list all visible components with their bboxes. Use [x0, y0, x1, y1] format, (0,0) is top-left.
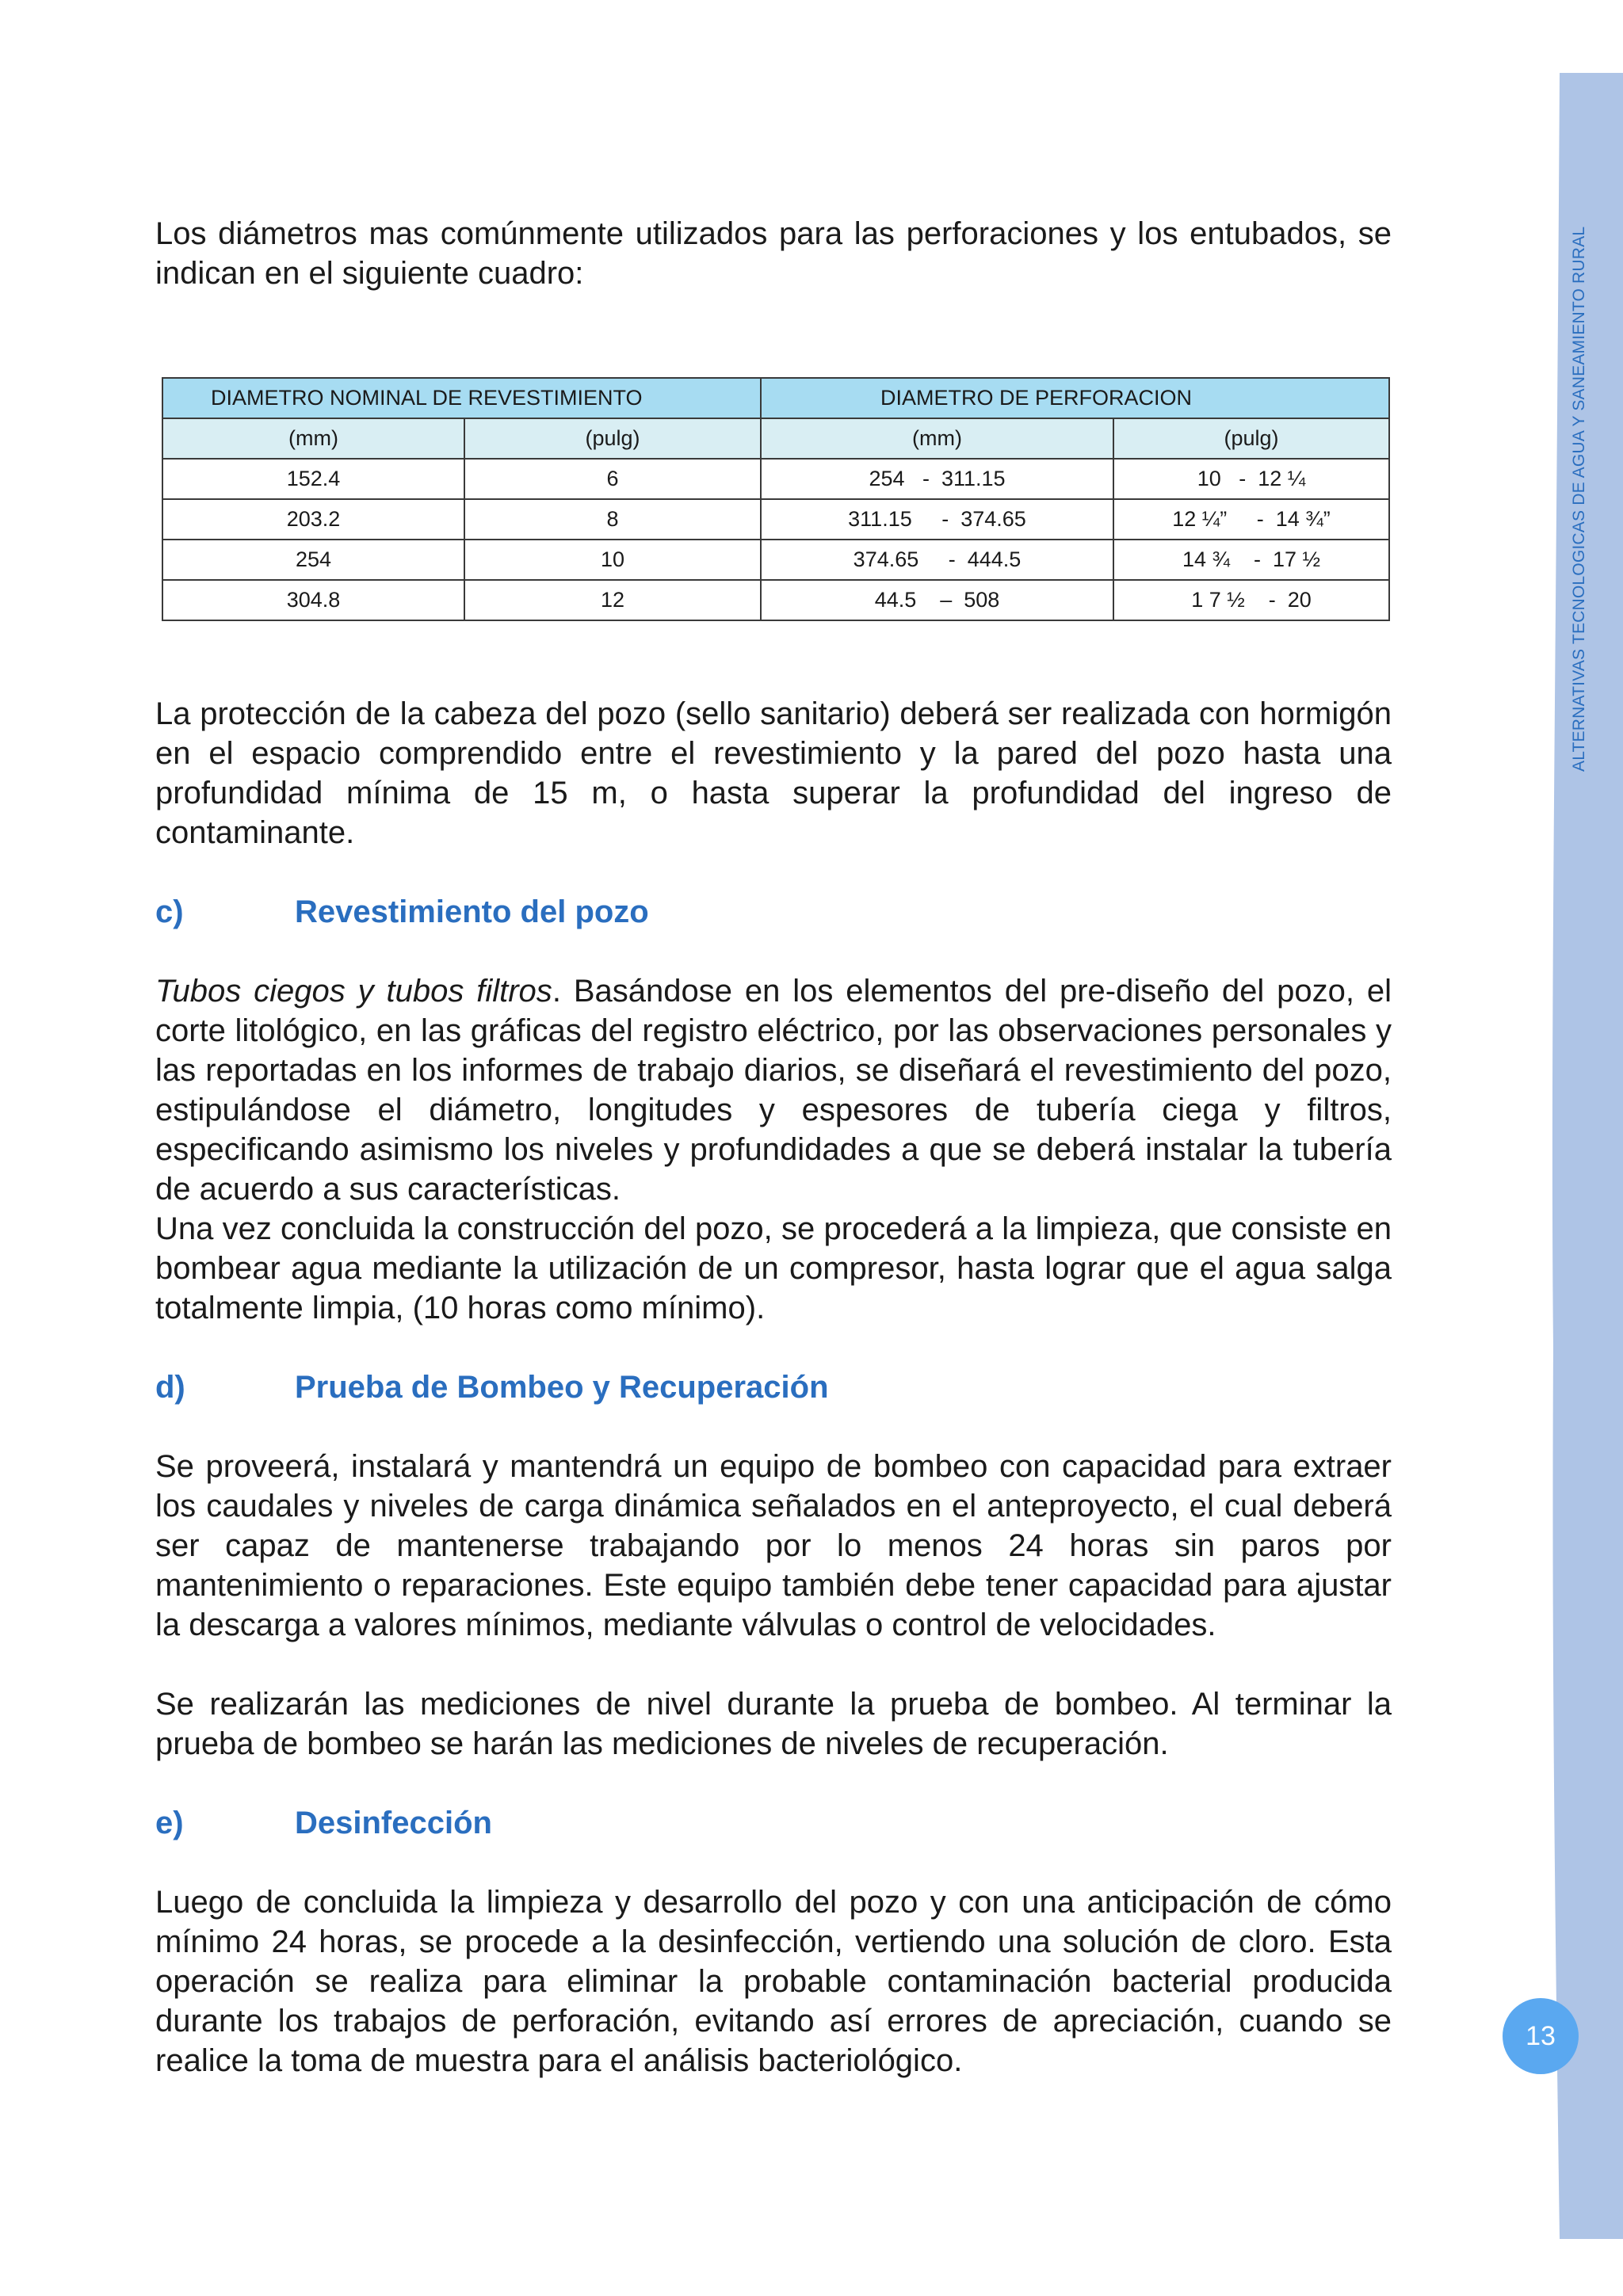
intro-paragraph: Los diámetros mas comúnmente utilizados para las perforaciones y los entubados, se indican en el siguiente cuadro:: [155, 216, 1392, 291]
table-cell: 44.5 – 508: [761, 580, 1113, 620]
table-cell: 311.15 - 374.65: [761, 499, 1113, 540]
section-e-heading: [155, 1803, 1392, 1843]
table-cell: 304.8: [162, 580, 464, 620]
table-cell: 374.65 - 444.5: [761, 540, 1113, 580]
section-c-body: . Basándose en los elementos del pre-diseño del pozo, el corte litológico, en las gráficas del registro eléctrico, por las observaciones personales y las reportadas en los informes de trabajo diarios, se diseñará el revestimiento del pozo, estipulándose el diámetro, longitudes y espesores de tubería ciega y filtros, especificando asimismo los niveles y profundidades a que se deberá instalar la tubería de acuerdo a sus características.: [155, 974, 1392, 1207]
subheader-cell: (mm): [162, 418, 464, 459]
sello-paragraph: La protección de la cabeza del pozo (sello sanitario) deberá ser realizada con hormigón en el espacio comprendido entre el revestimiento y la pared del pozo hasta una profundidad mínima de 15 m, o hasta superar la profundidad del ingreso de contaminante.: [155, 696, 1392, 850]
table-cell: 152.4: [162, 459, 464, 499]
table-group-header-row: [162, 378, 1389, 418]
table-cell: 12 ¼” - 14 ¾”: [1113, 499, 1389, 540]
table-cell: 14 ¾ - 17 ½: [1113, 540, 1389, 580]
section-c-letter: c): [155, 894, 184, 929]
table-cell: 8: [464, 499, 761, 540]
section-d-heading: [155, 1367, 1392, 1407]
table-cell: 10 - 12 ¼: [1113, 459, 1389, 499]
section-d-letter: d): [155, 1370, 185, 1405]
page-number: 13: [1503, 1998, 1579, 2074]
table-row: [162, 499, 1389, 540]
table-row: [162, 540, 1389, 580]
table-cell: 12: [464, 580, 761, 620]
section-c-paragraph-2: Una vez concluida la construcción del pozo, se procederá a la limpieza, que consiste en bombear agua mediante la utilización de un compresor, hasta lograr que el agua salga totalmente limpia, (10 horas como mínimo).: [155, 1211, 1392, 1325]
subheader-cell: (pulg): [464, 418, 761, 459]
side-label: ALTERNATIVAS TECNOLOGICAS DE AGUA Y SANEAMIENTO RURAL: [1570, 226, 1588, 772]
page-content: [155, 214, 1392, 2081]
table-row: [162, 580, 1389, 620]
diameter-table: [162, 377, 1390, 621]
section-c-title: Revestimiento del pozo: [295, 894, 649, 929]
subheader-cell: (pulg): [1113, 418, 1389, 459]
section-e-paragraph-1: Luego de concluida la limpieza y desarrollo del pozo y con una anticipación de cómo mínimo 24 horas, se procede a la desinfección, vertiendo una solución de cloro. Esta operación se realiza para eliminar la probable contaminación bacterial producida durante los trabajos de perforación, evitando así errores de apreciación, cuando se realice la toma de muestra para el análisis bacteriológico.: [155, 1885, 1392, 2078]
section-e-letter: e): [155, 1806, 184, 1840]
section-c-paragraph-1: [155, 971, 1392, 1209]
group-header-revestimiento: DIAMETRO NOMINAL DE REVESTIMIENTO: [162, 378, 761, 418]
subheader-cell: (mm): [761, 418, 1113, 459]
table-cell: 6: [464, 459, 761, 499]
table-cell: 1 7 ½ - 20: [1113, 580, 1389, 620]
section-c-heading: [155, 892, 1392, 932]
table-cell: 203.2: [162, 499, 464, 540]
section-d-paragraph-2: Se realizarán las mediciones de nivel durante la prueba de bombeo. Al terminar la prueba de bombeo se harán las mediciones de niveles de recuperación.: [155, 1687, 1392, 1761]
table-cell: 254 - 311.15: [761, 459, 1113, 499]
section-e-title: Desinfección: [295, 1806, 492, 1840]
table-cell: 10: [464, 540, 761, 580]
table-row: [162, 459, 1389, 499]
section-d-title: Prueba de Bombeo y Recuperación: [295, 1370, 829, 1405]
table-cell: 254: [162, 540, 464, 580]
group-header-perforacion: DIAMETRO DE PERFORACION: [761, 378, 1389, 418]
section-d-paragraph-1: Se proveerá, instalará y mantendrá un equipo de bombeo con capacidad para extraer los caudales y niveles de carga dinámica señalados en el anteproyecto, el cual deberá ser capaz de mantenerse trabajando por lo menos 24 horas sin paros por mantenimiento o reparaciones. Este equipo también debe tener capacidad para ajustar la descarga a valores mínimos, mediante válvulas o control de velocidades.: [155, 1449, 1392, 1642]
table-subheader-row: [162, 418, 1389, 459]
section-c-lead: Tubos ciegos y tubos filtros: [155, 974, 552, 1009]
